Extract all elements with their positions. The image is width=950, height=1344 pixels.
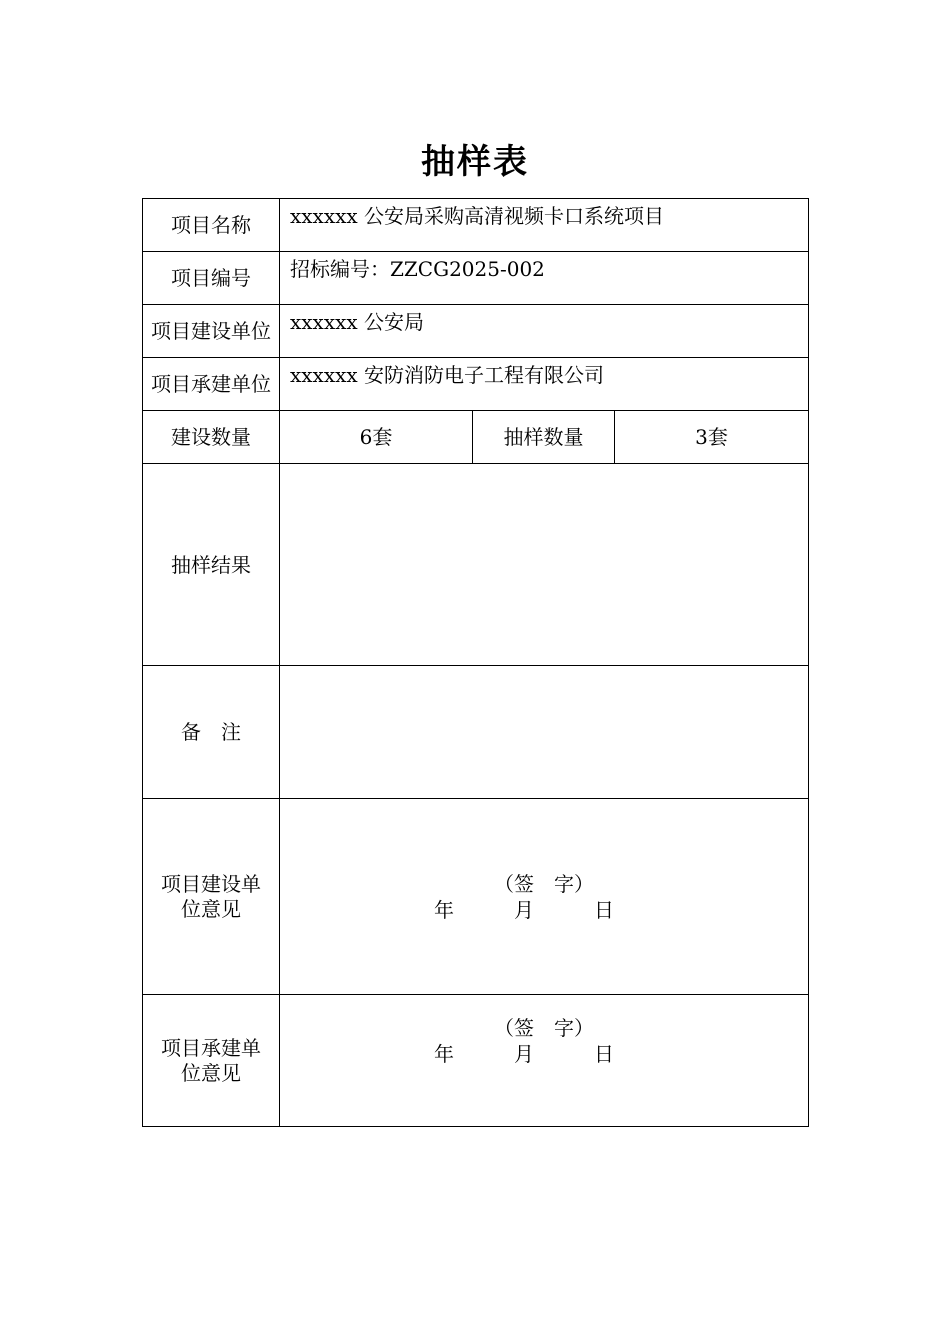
sample-quantity-value: 3套 <box>615 411 809 464</box>
project-number-label: 项目编号 <box>143 252 280 305</box>
sampling-table <box>142 198 809 1127</box>
row-sample-result <box>143 464 809 666</box>
row-project-name <box>143 199 809 252</box>
contractor-opinion-sign-cell <box>280 995 809 1127</box>
sample-quantity-label: 抽样数量 <box>473 411 615 464</box>
contractor-year-label: 年 <box>434 1042 454 1066</box>
row-contractor-unit <box>143 358 809 411</box>
contractor-opinion-label: 项目承建单位意见 <box>161 1035 261 1085</box>
row-contractor-opinion <box>143 995 809 1127</box>
contractor-signature-text: （签 字） <box>494 1016 594 1040</box>
builder-year-label: 年 <box>434 897 454 922</box>
contractor-unit-value: xxxxxx 安防消防电子工程有限公司 <box>280 358 809 411</box>
row-remarks <box>143 666 809 799</box>
row-builder-unit <box>143 305 809 358</box>
remarks-label: 备 注 <box>143 666 280 799</box>
builder-date-line <box>260 897 788 923</box>
builder-day-label: 日 <box>594 897 614 922</box>
builder-opinion-sign-cell <box>280 799 809 995</box>
contractor-month-label: 月 <box>514 1042 534 1066</box>
contractor-day-label: 日 <box>594 1042 614 1066</box>
remarks-value <box>280 666 809 799</box>
row-project-number <box>143 252 809 305</box>
build-quantity-value: 6套 <box>280 411 473 464</box>
contractor-date-line <box>260 1041 788 1067</box>
row-quantity <box>143 411 809 464</box>
builder-opinion-label-cell <box>143 799 280 995</box>
builder-signature-text: （签 字） <box>494 871 594 896</box>
project-name-label: 项目名称 <box>143 199 280 252</box>
builder-opinion-label: 项目建设单位意见 <box>161 871 261 921</box>
builder-unit-label: 项目建设单位 <box>143 305 280 358</box>
build-quantity-label: 建设数量 <box>143 411 280 464</box>
sample-result-label: 抽样结果 <box>143 464 280 666</box>
contractor-opinion-label-cell <box>143 995 280 1127</box>
contractor-unit-label: 项目承建单位 <box>143 358 280 411</box>
sample-result-value <box>280 464 809 666</box>
builder-unit-value: xxxxxx 公安局 <box>280 305 809 358</box>
builder-signature-block <box>260 871 788 923</box>
page-title: 抽样表 <box>421 142 529 182</box>
contractor-signature-block <box>260 1015 788 1067</box>
builder-month-label: 月 <box>514 897 534 922</box>
project-name-value: xxxxxx 公安局采购高清视频卡口系统项目 <box>280 199 809 252</box>
row-builder-opinion <box>143 799 809 995</box>
project-number-value: 招标编号：ZZCG2025-002 <box>280 252 809 305</box>
